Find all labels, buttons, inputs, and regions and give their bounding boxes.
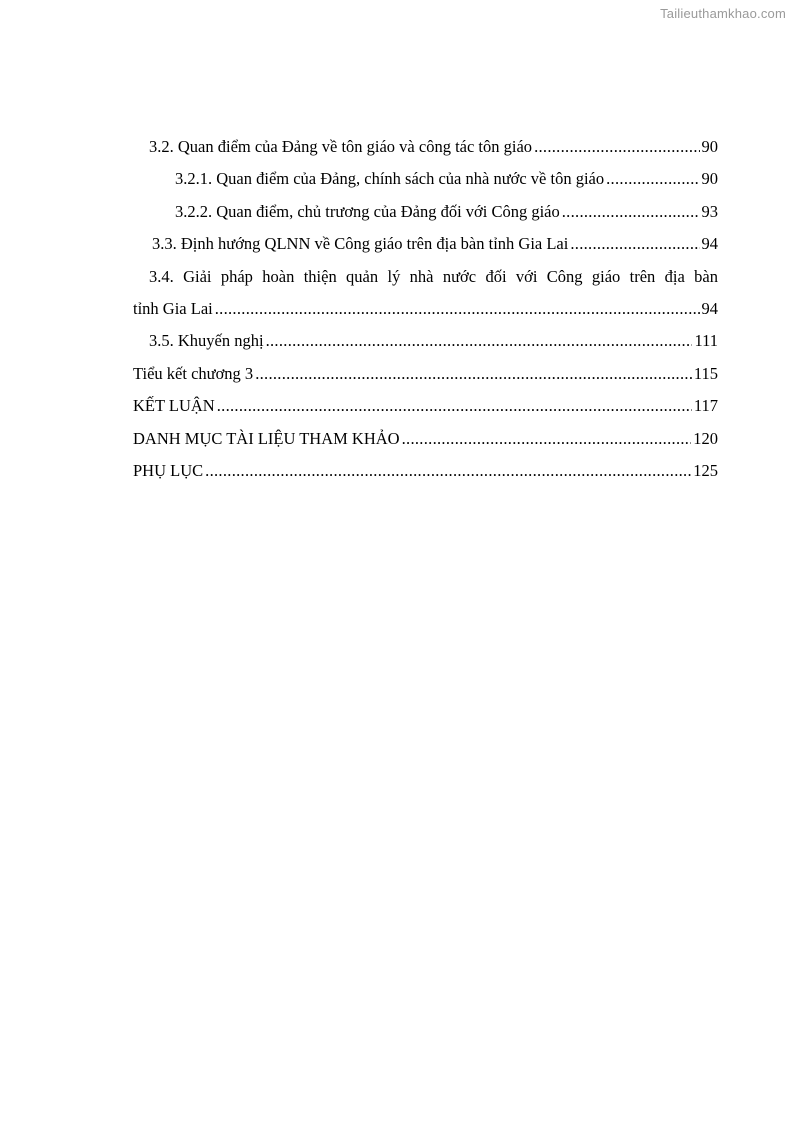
toc-entry-references[interactable] [133, 423, 718, 455]
dot-leader [215, 293, 700, 325]
toc-entry-chapter-summary[interactable] [133, 358, 718, 390]
toc-entry-title: DANH MỤC TÀI LIỆU THAM KHẢO [133, 428, 400, 448]
toc-entry-conclusion[interactable] [133, 390, 718, 422]
toc-entry-page: 94 [701, 234, 718, 254]
toc-entry-page: 125 [693, 461, 718, 481]
toc-entry-appendix[interactable] [133, 455, 718, 487]
toc-entry-title: 3.5. Khuyến nghị [149, 331, 264, 351]
toc-entry-3-2-1[interactable] [133, 163, 718, 195]
dot-leader [562, 196, 700, 228]
toc-entry-page: 111 [694, 331, 718, 351]
toc-entry-title: KẾT LUẬN [133, 396, 215, 416]
toc-entry-title: Tiểu kết chương 3 [133, 363, 254, 383]
toc-entry-title-line1: 3.4. Giải pháp hoàn thiện quản lý nhà nước đối với Công giáo trên địa bàn [149, 266, 718, 286]
toc-entry-title-line2: tỉnh Gia Lai [133, 299, 213, 319]
dot-leader [570, 228, 699, 260]
toc-entry-page: 93 [701, 201, 718, 221]
dot-leader [217, 390, 692, 422]
table-of-contents [133, 131, 718, 487]
toc-entry-3-2[interactable] [133, 131, 718, 163]
toc-entry-3-3[interactable] [133, 228, 718, 260]
dot-leader [402, 423, 692, 455]
toc-entry-page: 90 [701, 169, 718, 189]
toc-entry-3-5[interactable] [133, 325, 718, 357]
toc-entry-page: 94 [701, 299, 718, 319]
toc-entry-page: 115 [693, 363, 718, 383]
dot-leader [255, 358, 692, 390]
toc-entry-title: 3.2.1. Quan điểm của Đảng, chính sách của nhà nước về tôn giáo [175, 169, 605, 189]
toc-entry-title: 3.3. Định hướng QLNN về Công giáo trên địa bàn tỉnh Gia Lai [152, 234, 569, 254]
toc-entry-page: 120 [693, 428, 718, 448]
dot-leader [606, 163, 699, 195]
watermark-text: Tailieuthamkhao.com [660, 6, 786, 21]
toc-entry-3-4[interactable] [133, 261, 718, 326]
toc-entry-title: PHỤ LỤC [133, 461, 204, 481]
dot-leader [205, 455, 691, 487]
dot-leader [534, 131, 699, 163]
toc-entry-title: 3.2.2. Quan điểm, chủ trương của Đảng đối với Công giáo [175, 201, 560, 221]
toc-entry-page: 90 [701, 137, 718, 156]
toc-entry-title: 3.2. Quan điểm của Đảng về tôn giáo và công tác tôn giáo [149, 137, 533, 156]
toc-entry-page: 117 [693, 396, 718, 416]
toc-entry-3-2-2[interactable] [133, 196, 718, 228]
dot-leader [266, 325, 693, 357]
